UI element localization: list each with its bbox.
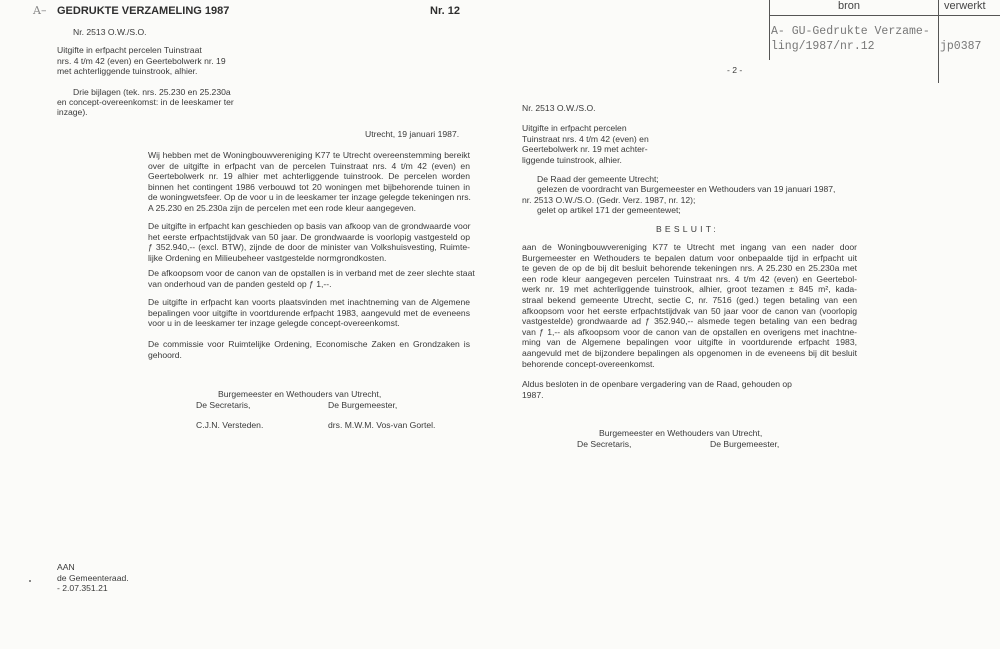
left-secretary-title: De Secretaris, — [196, 400, 251, 410]
text-line: behorende concept-overeenkomst. — [522, 358, 655, 369]
right-mayor-title: De Burgemeester, — [710, 439, 780, 449]
text-line: AAN — [57, 562, 75, 572]
text-line: met achterliggende tuinstrook, alhier. — [57, 66, 198, 77]
text-line: Burgemeester en Wethouders te bepalen datum voor onbepaalde tijd in erfpacht uit — [522, 252, 857, 263]
table-processed-value: jp0387 — [940, 40, 982, 53]
series-title: GEDRUKTE VERZAMELING 1987 — [57, 5, 230, 17]
text-line: Wij hebben met de Woningbouwvereniging K77 te Utrecht overeenstemming bereikt — [148, 150, 470, 160]
attachments-line-1: Drie bijlagen (tek. nrs. 25.230 en 25.230a — [73, 87, 231, 97]
text-line: nrs. 4 t/m 42 (even) en Geertebolwerk nr. 19 — [57, 55, 226, 66]
table-vertical-left — [769, 0, 770, 60]
attachments-line-3: inzage). — [57, 107, 88, 117]
left-mayor-title: De Burgemeester, — [328, 400, 398, 410]
series-mark: A– — [33, 4, 47, 17]
text-line: straal bekend gemeente Utrecht, sectie C, nr. 7516 (ged.) tegen betaling van een — [522, 294, 857, 305]
text-line: liggende tuinstrook, alhier. — [522, 154, 622, 165]
text-line: de woningwetsfeer. Op de voor u in de leeskamer ter inzage gelegde tekeningen nrs. — [148, 192, 471, 203]
text-line: de Gemeenteraad. — [57, 572, 129, 583]
decision-heading: BESLUIT: — [656, 224, 719, 234]
issue-number: Nr. 12 — [430, 5, 460, 17]
text-line: te geven de op de bij dit besluit behorende tekeningen nrs. A 25.230 en 25.230a met — [522, 263, 857, 274]
text-line: De uitgifte in erfpacht kan geschieden op basis van afkoop van de grondwaarde voor — [148, 221, 471, 231]
text-line: lijke Ordening en Milieubeheer vastgestelde normgrondkosten. — [148, 252, 387, 263]
paragraph-4 — [148, 297, 470, 329]
text-line: over de uitgifte in erfpacht van de percelen Tuinstraat nrs. 4 t/m 42 (even) en — [148, 160, 470, 171]
text-line: vastgestelde) grondwaarde ad ƒ 352.940,-- alsmede tegen betaling van een bedrag — [522, 316, 857, 327]
paragraph-1 — [148, 150, 470, 214]
text-line: A 25.230 en 25.230a zijn de percelen met een rode kleur aangegeven. — [148, 202, 417, 213]
paragraph-3 — [148, 268, 475, 289]
text-line: De uitgifte in erfpacht kan voorts plaatsvinden met inachtneming van de Algemene — [148, 297, 470, 307]
text-line: Tuinstraat nrs. 4 t/m 42 (even) en — [522, 133, 649, 144]
margin-dot — [29, 580, 31, 582]
text-line: voor u in de leeskamer ter inzage gelegde concept-overeenkomst. — [148, 318, 400, 329]
paragraph-5 — [148, 339, 470, 360]
text-line: Geertebolwerk nr. 19 alhier met achterliggende tuinstrook. De percelen worden — [148, 171, 470, 182]
right-subject — [522, 123, 649, 165]
preamble-read-ref: nr. 2513 O.W./S.O. (Gedr. Verz. 1987, nr. 12); — [522, 195, 696, 205]
closing — [522, 379, 792, 400]
preamble-considering: gelet op artikel 171 der gemeentewet; — [537, 205, 681, 215]
table-source-line-2: ling/1987/nr.12 — [771, 40, 875, 53]
text-line: De commissie voor Ruimtelijke Ordening, Economische Zaken en Grondzaken is — [148, 339, 470, 349]
text-line: gehoord. — [148, 349, 182, 360]
text-line: werk nr. 19 met achterliggende tuinstrook, alhier, groot tezamen ± 845 m², kada- — [522, 284, 857, 295]
text-line: Geertebolwerk nr. 19 met achter- — [522, 144, 648, 155]
text-line: afkoopsom voor het eerste erfpachtstijdvak van 50 jaar voor de canon van (voorlopig — [522, 305, 857, 316]
text-line: 1987. — [522, 389, 544, 400]
left-reference: Nr. 2513 O.W./S.O. — [73, 27, 147, 37]
decision-text — [522, 242, 857, 369]
preamble-council: De Raad der gemeente Utrecht; — [537, 174, 659, 184]
table-vertical-mid — [938, 0, 939, 83]
text-line: een rode kleur aangegeven percelen Tuinstraat nrs. 4 t/m 42 (even) en Geertebol- — [522, 273, 857, 284]
text-line: Uitgifte in erfpacht percelen — [522, 123, 627, 133]
text-line: van ƒ 1,-- als afkoopsom voor de canon van de opstallen en overigens met inachtne- — [522, 326, 857, 337]
text-line: aangevuld met de bijzondere bepalingen als opgenomen in de eveneens bij dit besluit — [522, 347, 857, 358]
attachments-line-2: en concept-overeenkomst: in de leeskamer ter — [57, 97, 234, 107]
page-number: - 2 - — [727, 65, 743, 75]
text-line: ming van de Algemene bepalingen voor uitgifte in voortdurende erfpacht 1983, — [522, 337, 857, 348]
table-header-rule — [769, 15, 1000, 16]
text-line: De afkoopsom voor de canon van de opstallen is in verband met de zeer slechte staat — [148, 268, 475, 278]
left-subject — [57, 45, 226, 77]
table-header-source: bron — [838, 0, 861, 12]
secretary-name: C.J.N. Versteden. — [196, 420, 264, 430]
date-line: Utrecht, 19 januari 1987. — [365, 129, 460, 139]
table-header-processed: verwerkt — [944, 0, 986, 12]
text-line: - 2.07.351.21 — [57, 583, 108, 594]
preamble-read: gelezen de voordracht van Burgemeester en Wethouders van 19 januari 1987, — [537, 184, 836, 194]
text-line: binnen het contingent 1986 verbouwd tot 20 woningen met bijbehorende tuinen in — [148, 181, 470, 192]
text-line: van onderhoud van de panden gesteld op ƒ 1,--. — [148, 278, 332, 289]
text-line: ƒ 352.940,-- (excl. BTW), zijnde de door de minister van Volkshuisvesting, Ruimte- — [148, 242, 470, 253]
addressee — [57, 562, 129, 594]
right-signature-body: Burgemeester en Wethouders van Utrecht, — [599, 428, 763, 438]
mayor-name: drs. M.W.M. Vos-van Gortel. — [328, 420, 436, 430]
text-line: aan de Woningbouwvereniging K77 te Utrecht met ingang van een nader door — [522, 242, 857, 252]
text-line: Aldus besloten in de openbare vergadering van de Raad, gehouden op — [522, 379, 792, 389]
right-secretary-title: De Secretaris, — [577, 439, 632, 449]
paragraph-2 — [148, 221, 470, 263]
left-signature-body: Burgemeester en Wethouders van Utrecht, — [218, 389, 382, 399]
text-line: Uitgifte in erfpacht percelen Tuinstraat — [57, 45, 202, 55]
text-line: bepalingen voor uitgifte in voortdurende erfpacht 1983, aangevuld met de eveneens — [148, 307, 470, 318]
table-source-line-1: A- GU-Gedrukte Verzame- — [771, 25, 930, 38]
text-line: het eerste erfpachtstijdvak van 50 jaar. De grondwaarde is voorlopig vastgesteld op — [148, 231, 470, 242]
right-reference: Nr. 2513 O.W./S.O. — [522, 103, 596, 113]
